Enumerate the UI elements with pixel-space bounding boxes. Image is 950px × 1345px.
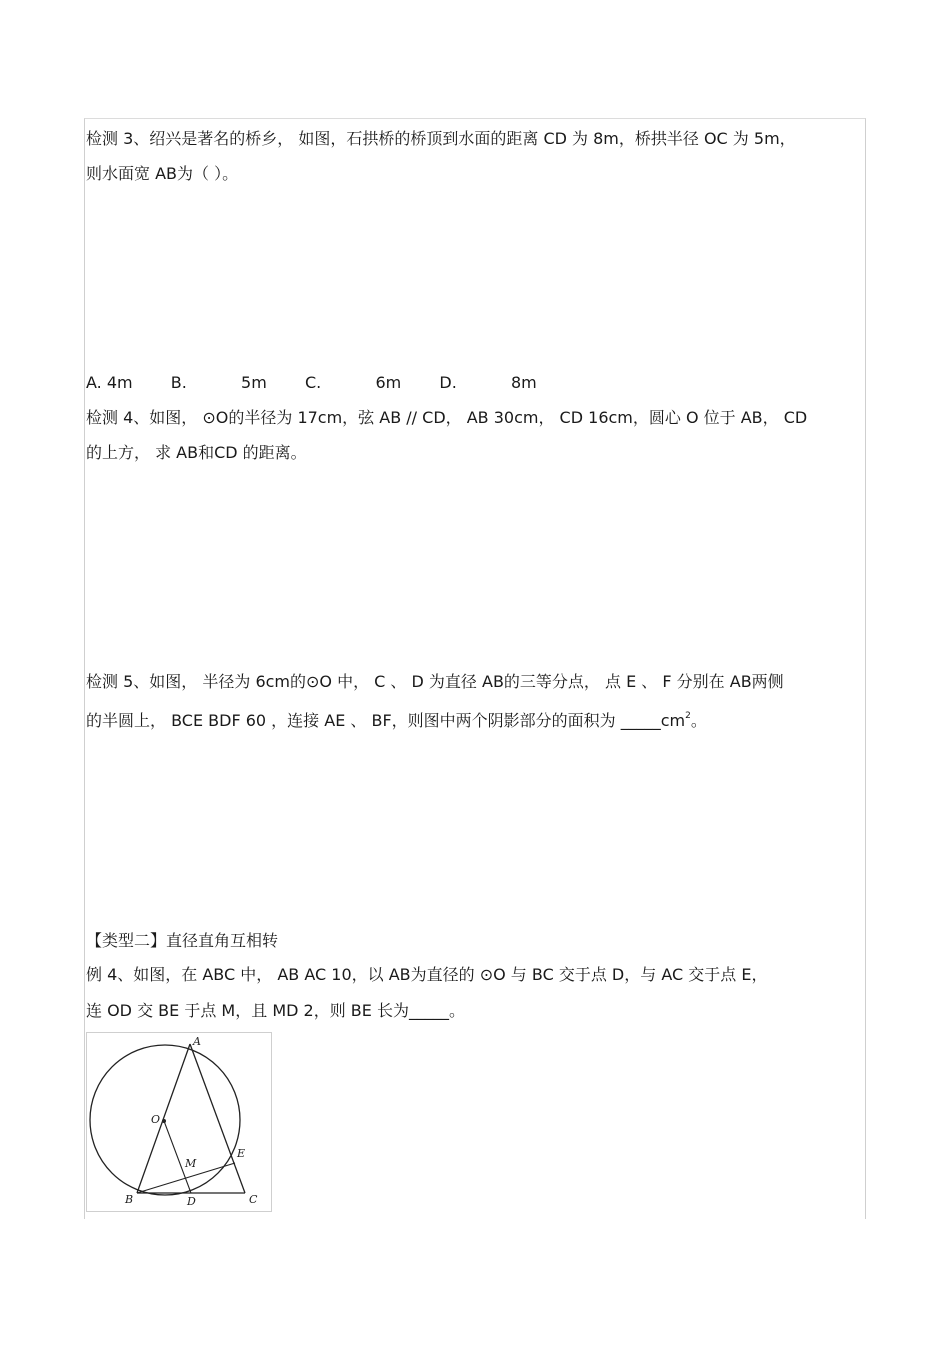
option-d-value: 8m (511, 373, 537, 392)
label-e: E (237, 1147, 246, 1160)
label-m: M (185, 1157, 197, 1170)
geometry-figure-svg (87, 1033, 271, 1211)
q3-line1: 检测 3、绍兴是著名的桥乡， 如图，石拱桥的桥顶到水面的距离 CD 为 8m，桥拱半径 OC 为 5m， (86, 129, 796, 148)
example4-line2: 连 OD 交 BE 于点 M，且 MD 2，则 BE 长为_____。 (86, 1001, 465, 1020)
q5-superscript: 2 (685, 711, 691, 721)
option-a: A. 4m (86, 373, 133, 392)
q5-line1: 检测 5、如图， 半径为 6cm的⊙O 中， C 、 D 为直径 AB的三等分点， 点 E 、 F 分别在 AB两侧 (86, 672, 784, 691)
geometry-figure (86, 1032, 272, 1212)
option-c-value: 6m (375, 373, 402, 392)
option-d-label: D. (439, 373, 457, 392)
label-d: D (187, 1195, 196, 1208)
section-heading: 【类型二】直径直角互相转 (86, 931, 279, 950)
label-b: B (125, 1193, 134, 1206)
option-b-value: 5m (241, 373, 267, 392)
q3-options (86, 372, 537, 394)
example4-line1: 例 4、如图，在 ABC 中， AB AC 10，以 AB为直径的 ⊙O 与 BC 交于点 D，与 AC 交于点 E， (86, 965, 768, 984)
option-c-label: C. (305, 373, 322, 392)
q5-line2 (86, 710, 707, 732)
q5-line2-end: 。 (690, 711, 707, 730)
label-c: C (249, 1193, 258, 1206)
option-b-label: B. (170, 373, 187, 392)
q3-line2: 则水面宽 AB为（ ）。 (86, 164, 239, 183)
q5-line2-text: 的半圆上， BCE BDF 60 ，连接 AE 、 BF，则图中两个阴影部分的面积为 _____cm (86, 711, 686, 730)
center-point (162, 1119, 166, 1123)
hidden-guide (190, 1044, 191, 1193)
q4-line1: 检测 4、如图， ⊙O的半径为 17cm，弦 AB // CD， AB 30cm， CD 16cm，圆心 O 位于 AB， CD (86, 408, 808, 427)
label-o: O (151, 1113, 161, 1126)
label-a: A (193, 1035, 201, 1048)
q4-line2: 的上方， 求 AB和CD 的距离。 (86, 443, 307, 462)
